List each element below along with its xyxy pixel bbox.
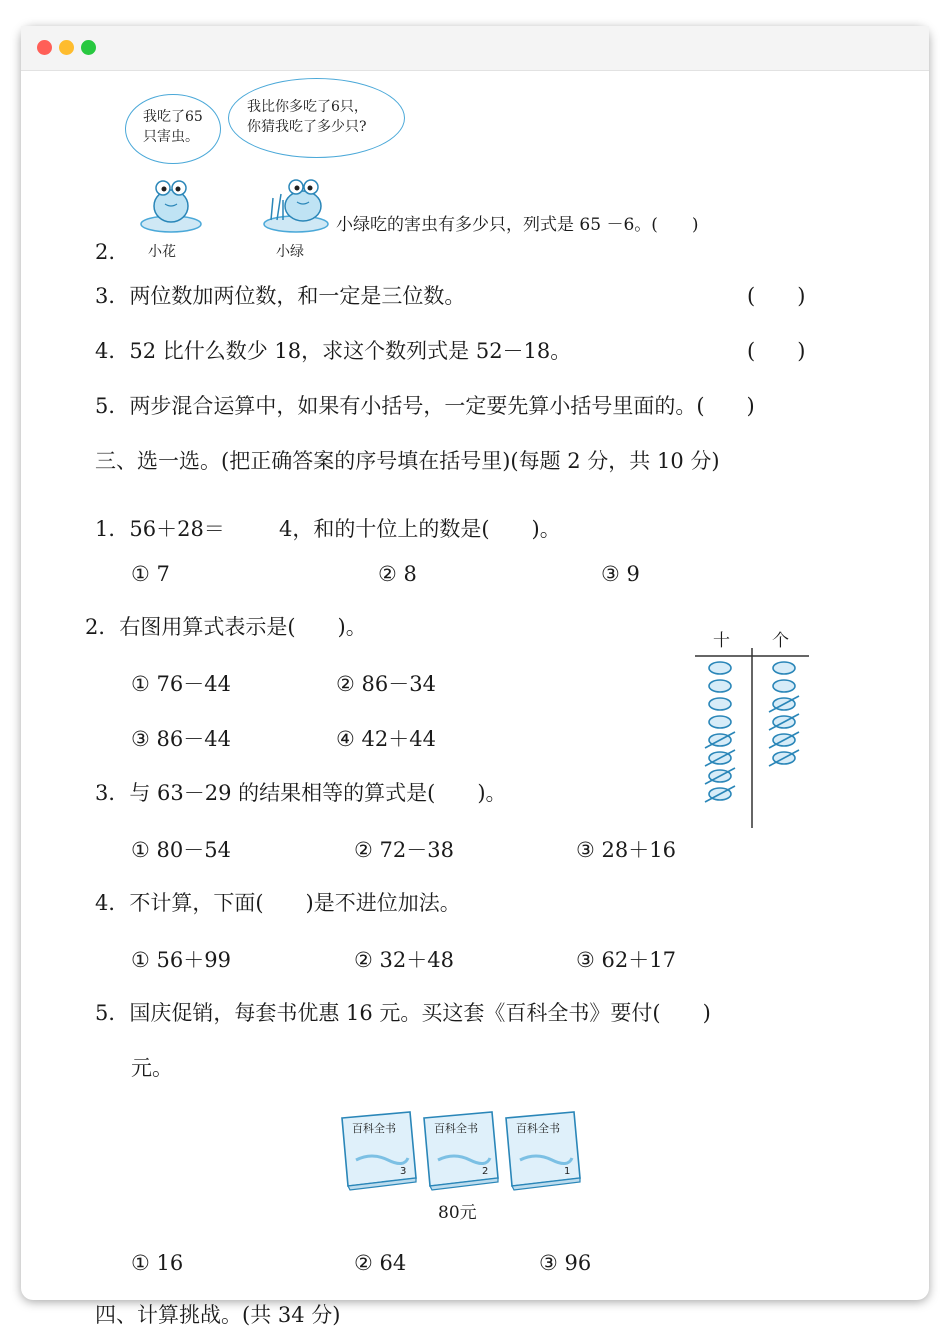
- ones-bead: [773, 680, 795, 692]
- frog-illustration: [131, 150, 351, 250]
- choice-q1-post: 4，和的十位上的数是( )。: [279, 517, 561, 541]
- judge-item-3-paren[interactable]: ( ): [747, 284, 806, 308]
- judge-item-3: 3．两位数加两位数，和一定是三位数。: [95, 284, 466, 308]
- encyclopedia-books-illustration: [336, 1108, 606, 1198]
- frog-name-left: 小花: [148, 244, 176, 260]
- worksheet-page: [21, 70, 929, 1327]
- bubble-left-line2: 只害虫。: [143, 129, 199, 145]
- q2-statement: 小绿吃的害虫有多少只，列式是 65 －6。( ): [336, 215, 699, 235]
- choice-q4: 4．不计算，下面( )是不进位加法。: [95, 891, 461, 915]
- tens-bead: [709, 662, 731, 674]
- q4-option-3[interactable]: ③ 62＋17: [576, 948, 676, 972]
- frog-left-icon: [141, 181, 201, 232]
- bubble-right-line2: 你猜我吃了多少只?: [247, 119, 367, 135]
- abacus-ones-label: 个: [772, 631, 789, 651]
- q3-option-2[interactable]: ② 72－38: [354, 838, 454, 862]
- q1-option-1[interactable]: ① 7: [131, 562, 170, 586]
- q1-option-2[interactable]: ② 8: [378, 562, 417, 586]
- close-button[interactable]: [37, 40, 52, 55]
- question-number-2: 2.: [95, 240, 116, 264]
- bubble-left-line1: 我吃了65: [143, 109, 203, 125]
- maximize-button[interactable]: [81, 40, 96, 55]
- tens-bead: [709, 698, 731, 710]
- app-window: [21, 26, 929, 1327]
- frog-name-right: 小绿: [276, 244, 304, 260]
- bubble-right-line1: 我比你多吃了6只，: [247, 99, 368, 115]
- q1-option-3[interactable]: ③ 9: [601, 562, 640, 586]
- abacus-tens-label: 十: [713, 631, 730, 651]
- section4-heading: 四、计算挑战。(共 34 分): [95, 1303, 341, 1327]
- choice-q1-pre: 1．56＋28＝: [95, 517, 225, 541]
- tens-bead: [709, 680, 731, 692]
- abacus-chart: [687, 648, 817, 828]
- judge-item-5: 5．两步混合运算中，如果有小括号，一定要先算小括号里面的。( ): [95, 394, 755, 418]
- q5-option-2[interactable]: ② 64: [354, 1251, 407, 1275]
- tens-bead: [709, 716, 731, 728]
- minimize-button[interactable]: [59, 40, 74, 55]
- judge-item-4: 4．52 比什么数少 18，求这个数列式是 52－18。: [95, 339, 572, 363]
- q4-option-2[interactable]: ② 32＋48: [354, 948, 454, 972]
- choice-q3: 3．与 63－29 的结果相等的算式是( )。: [95, 781, 507, 805]
- q2-option-4[interactable]: ④ 42＋44: [336, 727, 436, 751]
- q2-option-3[interactable]: ③ 86－44: [131, 727, 231, 751]
- book-volume-number: 1: [564, 1166, 571, 1177]
- q3-option-1[interactable]: ① 80－54: [131, 838, 231, 862]
- q3-option-3[interactable]: ③ 28＋16: [576, 838, 676, 862]
- choice-q5-line2: 元。: [131, 1056, 173, 1080]
- q2-option-2[interactable]: ② 86－34: [336, 672, 436, 696]
- choice-q2: 2．右图用算式表示是( )。: [85, 615, 367, 639]
- book-title: 百科全书: [352, 1122, 396, 1135]
- q2-option-1[interactable]: ① 76－44: [131, 672, 231, 696]
- ones-bead: [773, 662, 795, 674]
- choice-q5: 5．国庆促销，每套书优惠 16 元。买这套《百科全书》要付( ): [95, 1001, 711, 1025]
- books-price: 80元: [438, 1203, 477, 1223]
- title-bar: [21, 26, 929, 71]
- q5-option-3[interactable]: ③ 96: [539, 1251, 592, 1275]
- book-volume-number: 3: [400, 1166, 407, 1177]
- book-title: 百科全书: [434, 1122, 478, 1135]
- book-volume-number: 2: [482, 1166, 489, 1177]
- q5-option-1[interactable]: ① 16: [131, 1251, 184, 1275]
- q4-option-1[interactable]: ① 56＋99: [131, 948, 231, 972]
- section3-heading: 三、选一选。(把正确答案的序号填在括号里)(每题 2 分，共 10 分): [95, 449, 720, 473]
- book-title: 百科全书: [516, 1122, 560, 1135]
- frog-right-icon: [264, 180, 328, 232]
- judge-item-4-paren[interactable]: ( ): [747, 339, 806, 363]
